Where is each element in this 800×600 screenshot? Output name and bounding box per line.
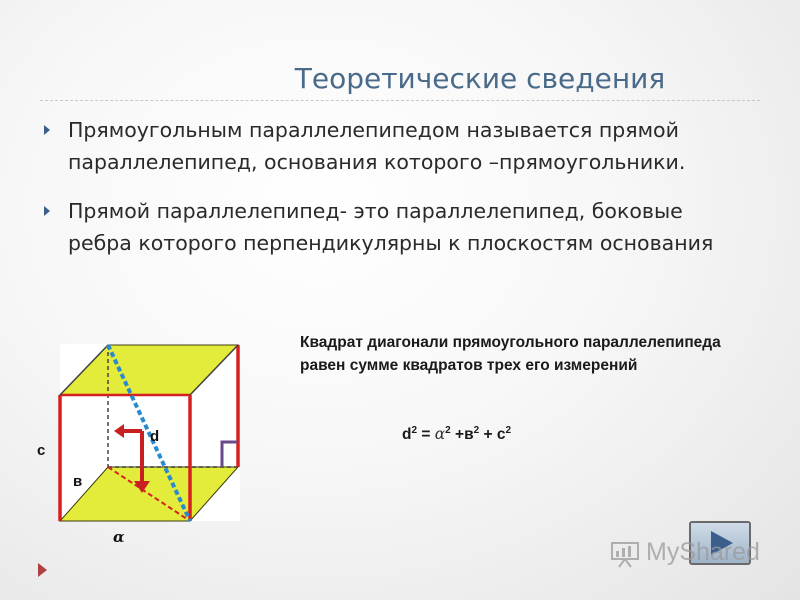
bullet-definition-right: [44, 195, 744, 259]
bullet-text: Прямой параллелепипед- это параллелепипед, боковые ребра которого перпендикулярны к плоскостям основания: [68, 199, 714, 255]
formula-eq: =: [417, 426, 435, 443]
bullet-arrow-icon: [44, 206, 50, 216]
diagonal-formula: [402, 425, 511, 444]
formula-d: d: [402, 426, 412, 443]
label-d: d: [150, 428, 160, 445]
formula-plus-v: +в: [450, 426, 474, 443]
label-v: в: [73, 473, 83, 490]
bullet-arrow-icon: [44, 125, 50, 135]
bullet-text: Прямоугольным параллелепипедом называется прямой параллелепипед, основания которого –прямоугольники.: [68, 118, 686, 174]
parallelepiped-figure: [30, 335, 245, 535]
watermark-text: MyShared: [646, 538, 760, 566]
label-a: α: [113, 528, 125, 546]
title-divider: [40, 100, 760, 101]
presentation-icon: [610, 540, 640, 568]
prev-arrow-icon[interactable]: [38, 563, 47, 577]
label-c: с: [37, 442, 46, 459]
formula-exp: 2: [505, 425, 512, 436]
bullet-definition-rectangular: [44, 114, 744, 178]
formula-plus-c: + с: [479, 426, 506, 443]
formula-exp: 2: [473, 425, 480, 436]
formula-exp: 2: [445, 425, 451, 436]
formula-a: α: [434, 425, 446, 443]
formula-exp: 2: [411, 425, 418, 436]
theorem-note: Квадрат диагонали прямоугольного параллелепипеда равен сумме квадратов трех его измерений: [300, 334, 721, 374]
slide-title: Теоретические сведения: [294, 62, 666, 95]
